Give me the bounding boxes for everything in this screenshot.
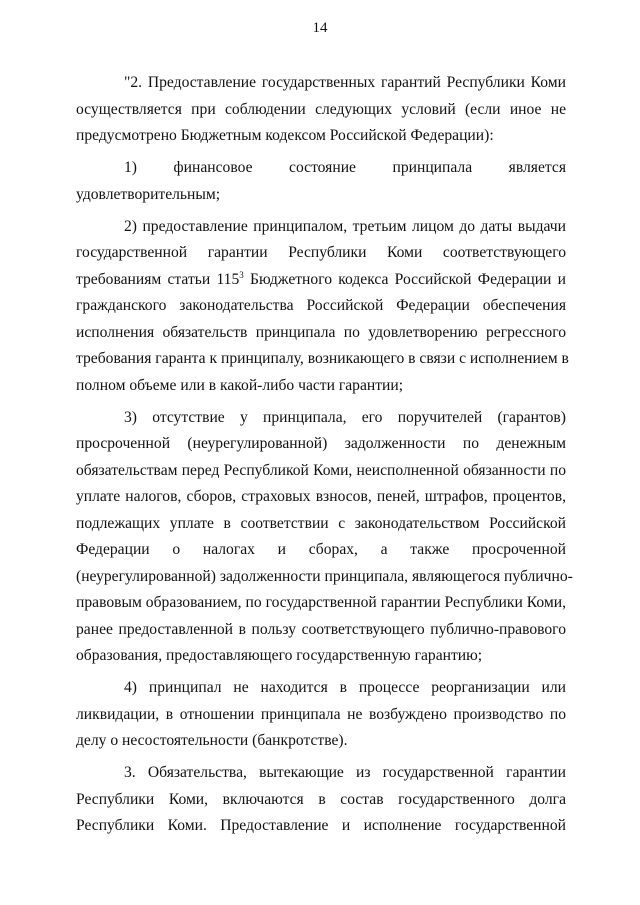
text-line: предусмотрено Бюджетным кодексом Российской Федерации): [76,127,494,144]
text-line: гражданского законодательства Российской Федерации обеспечения [76,297,566,314]
text-line: ликвидации, в отношении принципала не возбуждено производство по [76,705,566,723]
list-item-2 [76,214,569,400]
text-line: удовлетворительным; [76,185,221,203]
document-body [76,70,573,845]
text-line: подлежащих уплате в соответствии с законодательством Российской [76,514,566,532]
text-line: Республики Коми, включаются в состав государственного долга [76,790,566,808]
list-item-4 [76,675,566,755]
article-reference-rest: Бюджетного кодекса Российской Федерации и [243,270,566,288]
paragraph-2-intro [76,70,566,150]
superscript: 3 [239,269,244,280]
text-line: "2. Предоставление государственных гарантий Республики Коми [124,74,566,91]
article-reference: требованиям статьи 115 [76,270,240,288]
text-line: государственной гарантии Республики Коми соответствующего [76,244,566,261]
text-line: Федерации о налогах и сборах, а также просроченной [76,541,566,558]
text-line: делу о несостоятельности (банкротстве). [76,732,348,749]
text-line: уплате налогов, сборов, страховых взносов, пеней, штрафов, процентов, [76,488,566,505]
text-line: 4) принципал не находится в процессе реорганизации или [124,679,566,696]
paragraph-3 [76,760,566,840]
text-line: полном объеме или в какой-либо части гарантии; [76,376,404,394]
text-line: 3. Обязательства, вытекающие из государственной гарантии [124,764,566,781]
text-line-with-footnote [76,267,566,294]
text-line: просроченной (неурегулированной) задолженности по денежным [76,435,566,452]
page-number: 14 [312,20,328,36]
text-line: обязательствам перед Республикой Коми, неисполненной обязанности по [76,461,566,479]
text-line: 3) отсутствие у принципала, его поручителей (гарантов) [124,408,566,426]
text-line: 1) финансовое состояние принципала является [124,159,566,176]
text-line: правовым образованием, по государственной гарантии Республики Коми, [76,594,566,611]
list-item-1 [76,155,566,208]
text-line: (неурегулированной) задолженности принципала, являющегося публично- [76,567,573,585]
text-line: 2) предоставление принципалом, третьим лицом до даты выдачи [124,217,566,235]
text-line: требования гаранта к принципалу, возникающего в связи с исполнением в [76,350,569,367]
text-line: ранее предоставленной в пользу соответствующего публично-правового [76,620,566,638]
text-line: исполнения обязательств принципала по удовлетворению регрессного [76,323,566,341]
text-line: осуществляется при соблюдении следующих условий (если иное не [76,100,566,118]
list-item-3 [76,405,573,670]
text-line: образования, предоставляющего государственную гарантию; [76,647,483,664]
text-line: Республики Коми. Предоставление и исполнение государственной [76,817,566,834]
